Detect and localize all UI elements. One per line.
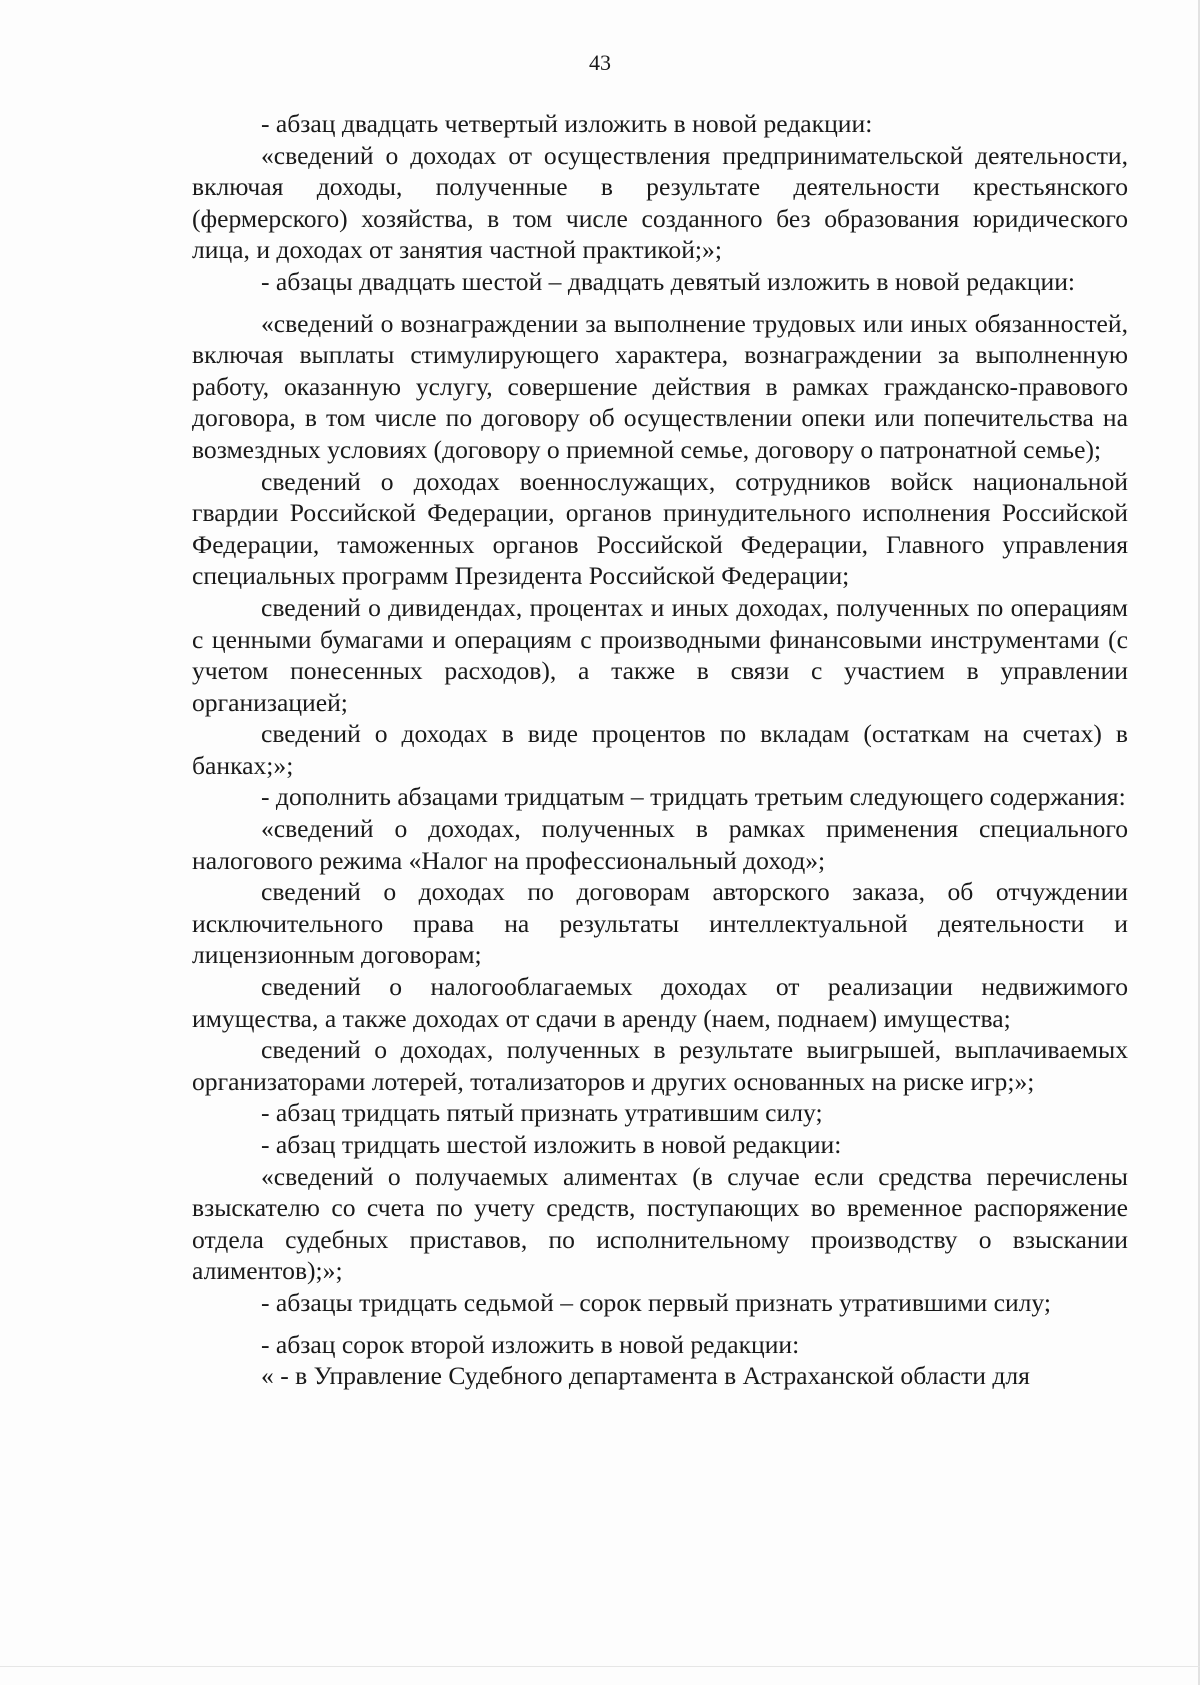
paragraph: «сведений о вознаграждении за выполнение трудовых или иных обязанностей, включая выплаты стимулирующего характера, вознаграждении за выполненную работу, оказанную услугу, совершение действия в рамках гражданско-правового договора, в том числе по договору об осуществлении опеки или попечительства на возмездных условиях (договору о приемной семье, договору о патронатной семье); [192, 308, 1128, 464]
paragraph: - абзац тридцать пятый признать утратившим силу; [261, 1098, 823, 1128]
paragraph: - абзац сорок второй изложить в новой редакции: [261, 1329, 800, 1359]
paragraph: - абзац двадцать четвертый изложить в новой редакции: [261, 109, 873, 138]
paragraph: «сведений о получаемых алиментах (в случае если средства перечислены взыскателю со счета по учету средств, поступающих во временное распоряжение отдела судебных приставов, по исполнительному производству о взыскании алиментов);»; [192, 1161, 1128, 1286]
paragraph: сведений о доходах в виде процентов по вкладам (остаткам на счетах) в банках;»; [192, 719, 1128, 780]
paragraph: - абзацы двадцать шестой – двадцать девятый изложить в новой редакции: [261, 266, 1076, 296]
paragraph: сведений о налогооблагаемых доходах от реализации недвижимого имущества, а также доходах от сдачи в аренду (наем, поднаем) имущества; [192, 972, 1128, 1033]
paragraph: «сведений о доходах, полученных в рамках применения специального налогового режима «Налог на профессиональный доход»; [192, 814, 1128, 875]
paragraph: сведений о доходах военнослужащих, сотрудников войск национальной гвардии Российской Федерации, органов принудительного исполнения Российской Федерации, таможенных органов Российской Федерации, Главного управления специальных программ Президента Российской Федерации; [192, 466, 1128, 591]
page-number: 43 [589, 50, 611, 75]
paragraph: « - в Управление Судебного департамента в Астраханской области для [261, 1361, 1030, 1391]
paragraph: сведений о дивидендах, процентах и иных доходах, полученных по операциям с ценными бумагами и операциям с производными финансовыми инструментами (с учетом понесенных расходов), а также в связи с участием в управлении организацией; [192, 592, 1128, 717]
paragraph: - абзац тридцать шестой изложить в новой редакции: [261, 1130, 842, 1159]
paragraph: - дополнить абзацами тридцатым – тридцать третьим следующего содержания: [261, 782, 1126, 812]
paragraph: «сведений о доходах от осуществления предпринимательской деятельности, включая доходы, полученные в результате деятельности крестьянского (фермерского) хозяйства, в том числе созданного без образования юридического лица, и доходах от занятия частной практикой;»; [192, 140, 1128, 265]
paragraph: - абзацы тридцать седьмой – сорок первый признать утратившими силу; [261, 1287, 1052, 1317]
document-body [192, 108, 1128, 1392]
scan-bottom-line [0, 1666, 1200, 1667]
paragraph: сведений о доходах по договорам авторского заказа, об отчуждении исключительного права на результаты интеллектуальной деятельности и лицензионным договорам; [192, 877, 1128, 970]
paragraph: сведений о доходах, полученных в результате выигрышей, выплачиваемых организаторами лотерей, тотализаторов и других основанных на риске игр;»; [192, 1035, 1128, 1096]
